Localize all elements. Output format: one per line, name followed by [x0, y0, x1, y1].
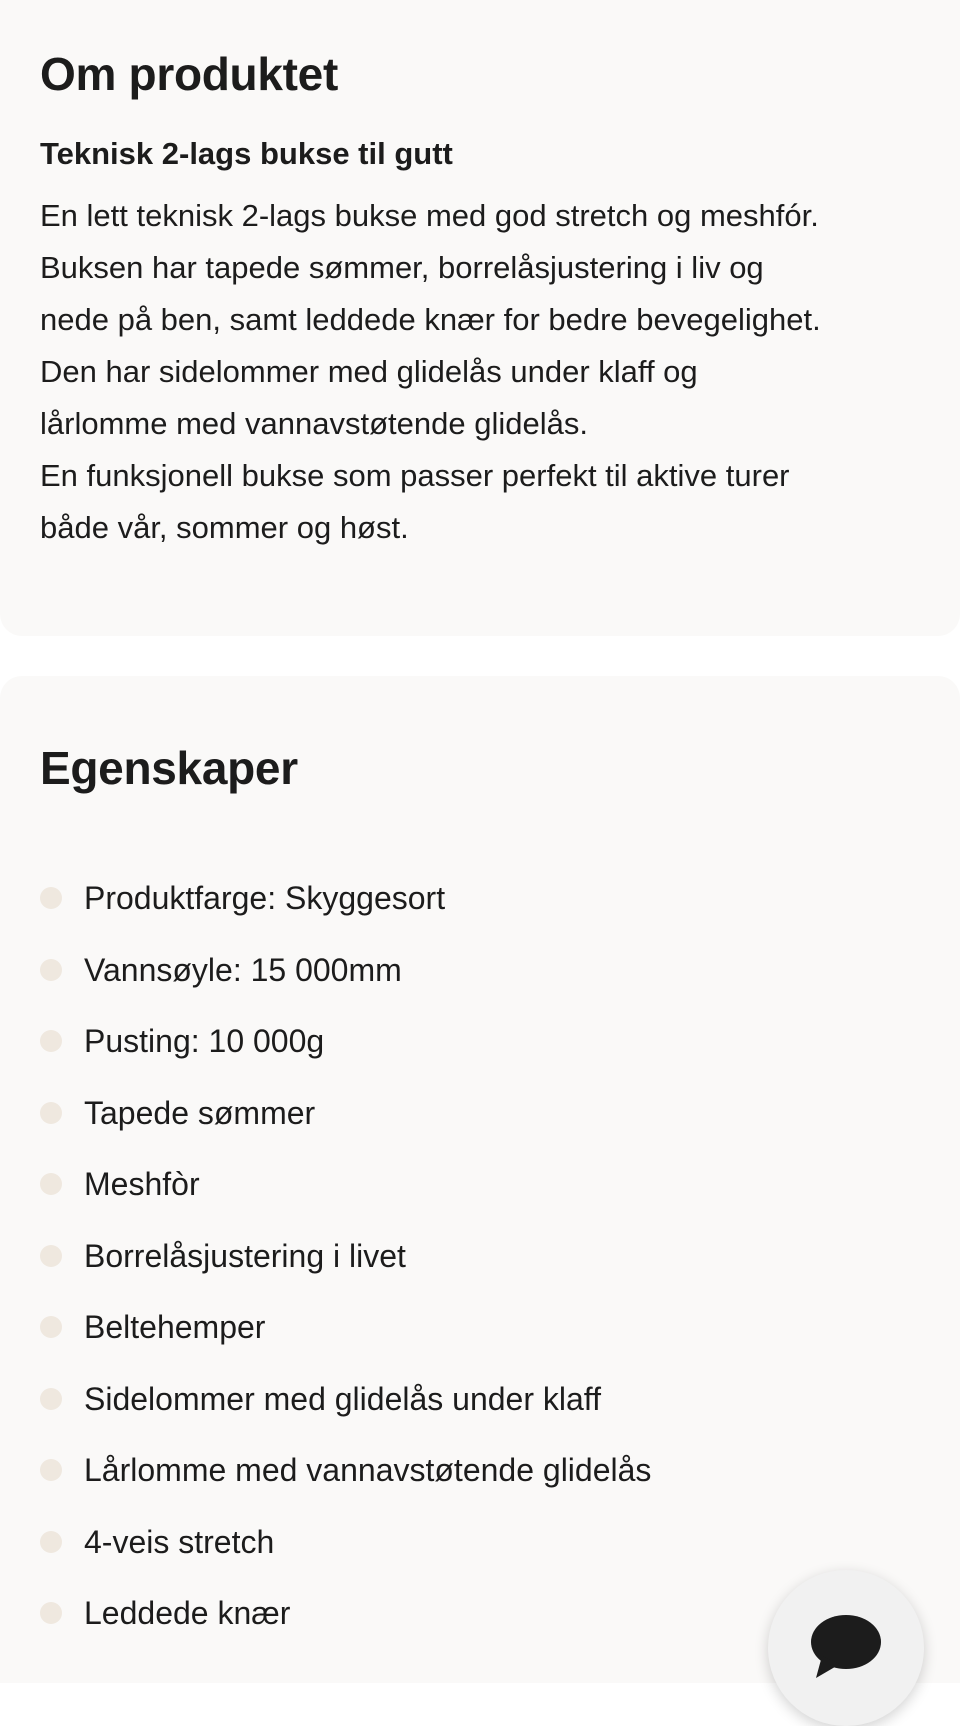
features-list: [40, 876, 920, 1663]
feature-item: [40, 1520, 920, 1592]
feature-label: Produktfarge: Skyggesort: [84, 880, 446, 916]
features-title: Egenskaper: [40, 742, 298, 794]
bullet-icon: [40, 1531, 62, 1553]
product-subtitle: Teknisk 2-lags bukse til gutt: [40, 136, 453, 171]
product-description: En lett teknisk 2-lags bukse med god stretch og meshfór. Buksen har tapede sømmer, borrelåsjustering i liv og nede på ben, samt leddede knær for bedre bevegelighet. Den har sidelommer med glidelås under klaff og lårlomme med vannavstøtende glidelås. En funksjonell bukse som passer perfekt til aktive turer både vår, sommer og høst.: [40, 198, 821, 545]
bullet-icon: [40, 1245, 62, 1267]
feature-item: [40, 876, 920, 948]
bullet-icon: [40, 1316, 62, 1338]
features-card: [0, 676, 960, 1683]
feature-label: Vannsøyle: 15 000mm: [84, 951, 402, 988]
bullet-icon: [40, 1030, 62, 1052]
bullet-icon: [40, 1602, 62, 1624]
feature-item: [40, 1019, 920, 1091]
about-product-title: Om produktet: [40, 48, 338, 100]
feature-item: [40, 1377, 920, 1449]
feature-item: [40, 1305, 920, 1377]
about-product-card: [0, 0, 960, 636]
bullet-icon: [40, 887, 62, 909]
feature-label: Sidelommer med glidelås under klaff: [84, 1380, 601, 1417]
feature-label: Leddede knær: [84, 1595, 291, 1631]
bullet-icon: [40, 1388, 62, 1410]
feature-item: [40, 1234, 920, 1306]
feature-label: Pusting: 10 000g: [84, 1023, 325, 1059]
chat-bubble-icon: [810, 1614, 882, 1680]
bullet-icon: [40, 1459, 62, 1481]
feature-label: Tapede sømmer: [84, 1094, 316, 1131]
bullet-icon: [40, 1173, 62, 1195]
bullet-icon: [40, 1102, 62, 1124]
feature-item: [40, 1448, 920, 1520]
feature-item: [40, 1162, 920, 1234]
feature-item: [40, 948, 920, 1020]
feature-label: Beltehemper: [84, 1309, 266, 1345]
feature-label: 4-veis stretch: [84, 1523, 275, 1560]
feature-label: Lårlomme med vannavstøtende glidelås: [84, 1452, 652, 1488]
feature-item: [40, 1091, 920, 1163]
chat-button[interactable]: [768, 1570, 924, 1726]
feature-label: Meshfòr: [84, 1166, 200, 1202]
feature-label: Borrelåsjustering i livet: [84, 1237, 406, 1274]
bullet-icon: [40, 959, 62, 981]
